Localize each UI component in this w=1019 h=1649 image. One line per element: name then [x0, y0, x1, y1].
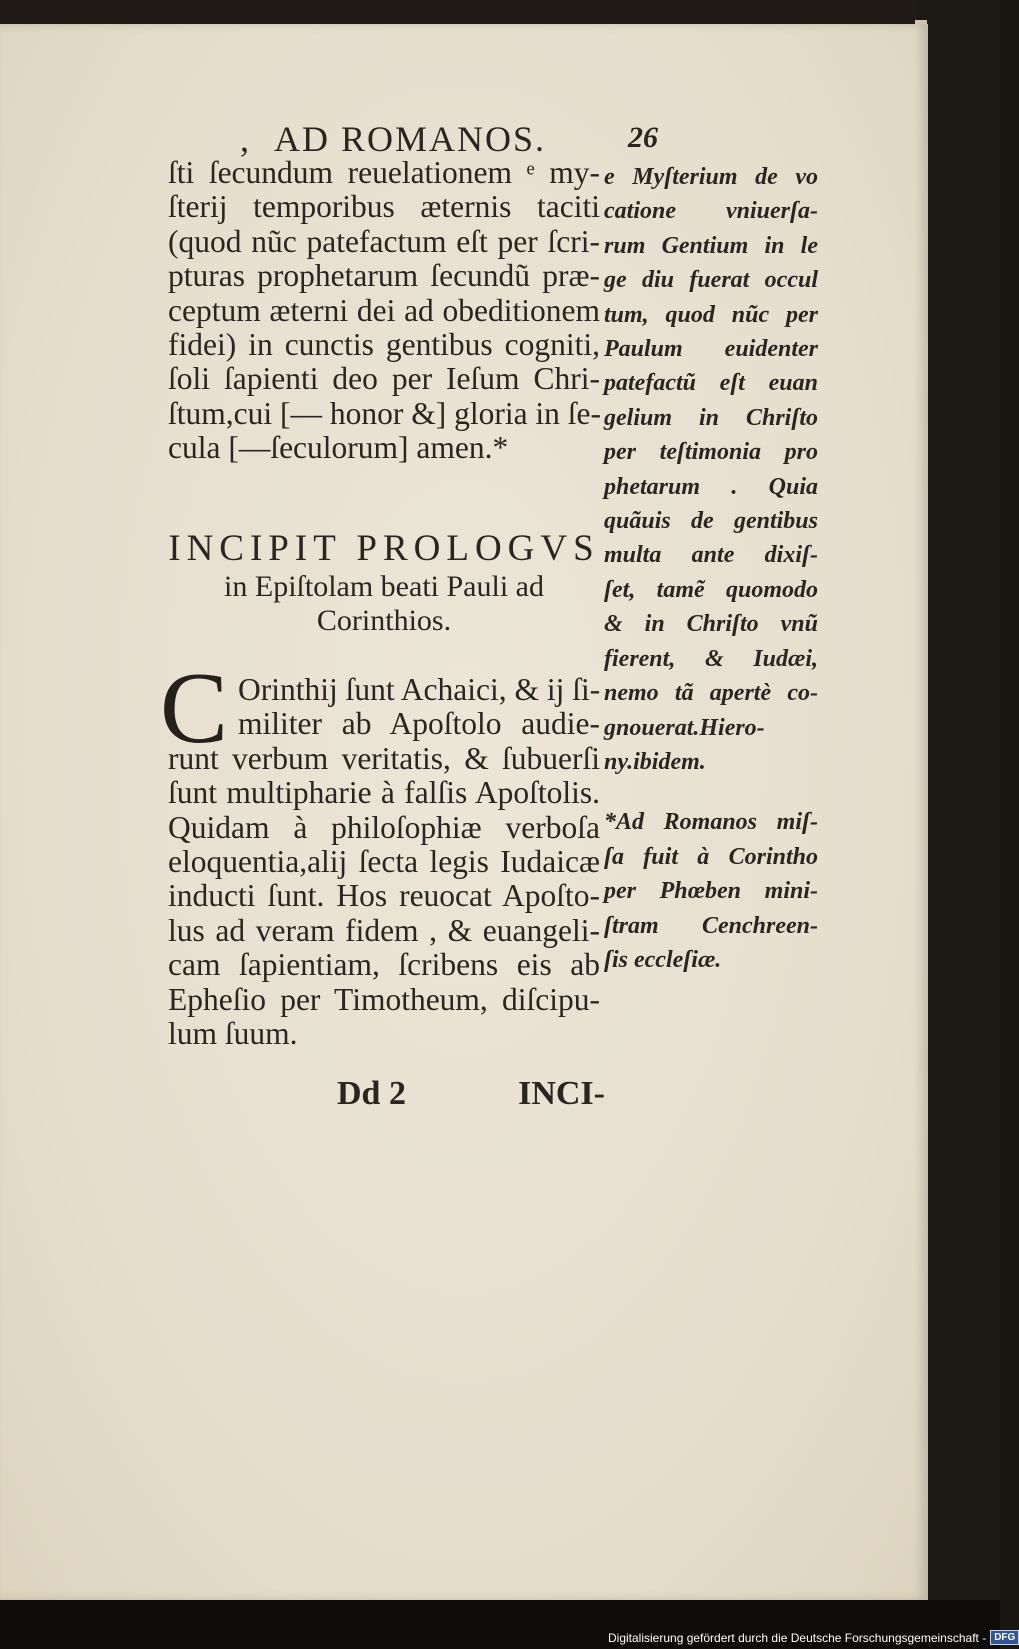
digitization-credit	[608, 1630, 1019, 1645]
note-line: rum Gentium in le	[604, 232, 818, 259]
note-line: ge diu fuerat occul	[604, 267, 818, 294]
note-line: ſa fuit à Corintho	[604, 843, 818, 870]
margin-note-2	[604, 805, 818, 977]
catchline	[337, 1075, 605, 1113]
text-line: militer ab Apoſtolo audie-	[238, 706, 600, 742]
catchword: INCI-	[518, 1075, 605, 1112]
text-line: runt verbum veritatis, & ſubuerſi	[168, 740, 600, 776]
prologue-subtitle: Corinthios.	[316, 604, 452, 637]
text-line: pturas prophetarum ſecundũ præ-	[168, 258, 600, 294]
note-line: per Phœben mini-	[604, 878, 818, 905]
text-line: eloquentia,alij ſecta legis Iudaicæ	[168, 844, 600, 880]
note-line: Paulum euidenter	[604, 336, 818, 363]
margin-note-1	[604, 160, 818, 779]
credit-text: Digitalisierung gefördert durch die Deutsche Forschungsgemeinschaft -	[608, 1630, 987, 1645]
main-text-block-1	[168, 156, 600, 466]
running-head-title: AD ROMANOS.	[274, 119, 547, 159]
signature-mark: Dd 2	[337, 1075, 406, 1112]
running-head	[240, 118, 546, 160]
note-line: gelium in Chriſto	[604, 404, 818, 431]
note-line: fierent, & Iudæi,	[604, 645, 818, 672]
note-line: ſis eccleſiæ.	[604, 946, 722, 973]
page-number: 26	[628, 121, 658, 154]
text-line: lus ad veram fidem , & euangeli-	[168, 912, 600, 948]
prologue-heading	[166, 528, 602, 638]
text-line: ſoli ſapienti deo per Ieſum Chri-	[168, 361, 600, 397]
text-line: fidei) in cunctis gentibus cogniti,	[168, 327, 600, 363]
note-line: catione vniuerſa-	[604, 198, 818, 225]
note-line: ny.ibidem.	[604, 748, 706, 775]
note-line: ſtram Cenchreen-	[604, 912, 818, 939]
dfg-logo: DFG	[990, 1630, 1019, 1645]
scan-background-top	[0, 0, 1000, 26]
note-line: phetarum . Quia	[604, 473, 818, 500]
note-line: tum, quod nũc per	[604, 301, 818, 328]
text-line: cula [—ſeculorum] amen.*	[168, 430, 509, 466]
text-line: Orinthij ſunt Achaici, & ij ſi-	[238, 672, 601, 707]
note-line: ſet, tamẽ quomodo	[604, 576, 818, 603]
note-line: nemo tã apertè co-	[604, 680, 818, 707]
text-line: cam ſapientiam, ſcribens eis ab	[168, 947, 600, 983]
text-line: ſtum,cui [— honor &] gloria in ſe-	[168, 395, 602, 431]
scan-background-right	[918, 0, 1000, 1649]
note-line: per teſtimonia pro	[604, 439, 818, 466]
text-line: ceptum æterni dei ad obeditionem	[168, 292, 600, 328]
text-line: ſti ſecundum reuelationem ᵉ my-	[168, 155, 600, 190]
main-text-block-2	[160, 652, 601, 1052]
drop-cap: C	[160, 652, 229, 765]
margin-notes	[604, 160, 818, 977]
text-line: ſunt multipharie à falſis Apoſtolis.	[168, 775, 600, 811]
text-line: (quod nũc patefactum eſt per ſcri-	[168, 223, 600, 259]
text-line: inducti ſunt. Hos reuocat Apoſto-	[168, 878, 600, 914]
text-line: ſterij temporibus æternis taciti	[168, 189, 600, 225]
note-line: multa ante dixiſ-	[604, 542, 818, 569]
note-line: quãuis de gentibus	[604, 508, 818, 535]
running-head-mark: ,	[240, 119, 251, 159]
note-line: patefactũ eſt euan	[604, 370, 818, 397]
note-line: & in Chriſto vnũ	[604, 611, 818, 638]
prologue-title: INCIPIT PROLOGVS	[168, 528, 600, 569]
text-line: Quidam à philoſophiæ verboſa	[168, 809, 600, 845]
note-line: gnouerat.Hiero-	[604, 714, 765, 741]
note-line: e Myſterium de vo	[604, 164, 818, 190]
prologue-subtitle: in Epiſtolam beati Pauli ad	[224, 570, 544, 603]
text-line: Epheſio per Timotheum, diſcipu-	[168, 981, 600, 1017]
text-line: lum ſuum.	[168, 1016, 298, 1052]
note-line: *Ad Romanos miſ-	[604, 809, 818, 836]
